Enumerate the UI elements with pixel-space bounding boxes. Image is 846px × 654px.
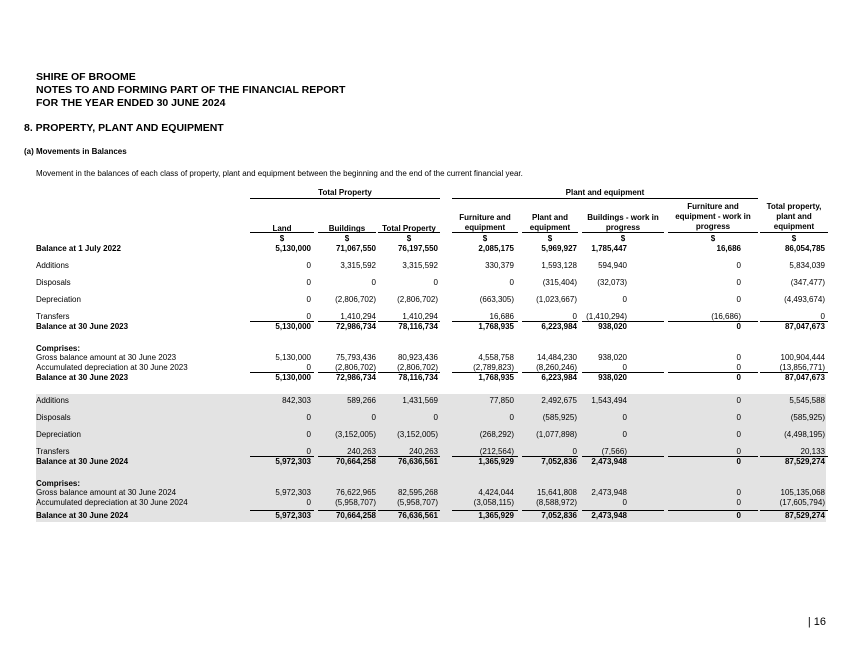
table-cell: (268,292) — [479, 430, 514, 439]
table-row — [36, 295, 826, 307]
table-cell: 20,133 — [800, 447, 825, 456]
row-label: Balance at 1 July 2022 — [36, 244, 121, 253]
table-cell: 0 — [433, 413, 438, 422]
header-underline — [452, 232, 518, 233]
row-label: Additions — [36, 396, 69, 405]
table-cell: 87,047,673 — [784, 373, 825, 382]
row-label: Disposals — [36, 413, 71, 422]
table-cell: 5,130,000 — [275, 373, 311, 382]
table-cell: (212,564) — [479, 447, 514, 456]
header-underline — [668, 232, 758, 233]
table-cell: 1,768,935 — [478, 373, 514, 382]
table-cell: (315,404) — [542, 278, 577, 287]
table-cell: 240,263 — [347, 447, 376, 456]
row-label: Balance at 30 June 2024 — [36, 457, 129, 466]
row-label: Balance at 30 June 2023 — [36, 373, 129, 382]
row-label: Depreciation — [36, 295, 81, 304]
total-underline — [378, 456, 440, 457]
table-cell: 0 — [736, 488, 741, 497]
column-header-buildings-wip: Buildings - work in progress — [587, 213, 659, 232]
table-cell: (347,477) — [790, 278, 825, 287]
column-header-land: Land — [272, 224, 292, 233]
table-cell: 0 — [820, 312, 825, 321]
table-cell: 5,130,000 — [275, 353, 311, 362]
group-header-plant-and-equipment: Plant and equipment — [452, 188, 758, 199]
table-cell: 0 — [509, 278, 514, 287]
total-underline — [250, 510, 314, 511]
total-underline — [452, 372, 518, 373]
header-underline — [522, 232, 578, 233]
table-cell: (5,958,707) — [397, 498, 438, 507]
total-underline — [582, 510, 664, 511]
table-cell: 0 — [306, 498, 311, 507]
table-cell: 2,492,675 — [541, 396, 577, 405]
table-cell: 0 — [736, 511, 741, 520]
table-cell: 14,484,230 — [536, 353, 577, 362]
total-underline — [318, 372, 376, 373]
unit-label: $ — [344, 234, 350, 243]
table-cell: (5,958,707) — [335, 498, 376, 507]
table-cell: (8,260,246) — [536, 363, 577, 372]
table-cell: 0 — [736, 413, 741, 422]
table-cell: (2,789,823) — [473, 363, 514, 372]
table-cell: (585,925) — [790, 413, 825, 422]
table-cell: 2,473,948 — [591, 511, 627, 520]
row-label: Balance at 30 June 2023 — [36, 322, 129, 331]
table-cell: (3,152,005) — [335, 430, 376, 439]
unit-label: $ — [710, 234, 716, 243]
total-underline — [668, 456, 758, 457]
row-label: Accumulated depreciation at 30 June 2023 — [36, 363, 188, 372]
column-header-furniture-equipment: Furniture and equipment — [459, 213, 511, 232]
table-cell: (4,498,195) — [784, 430, 825, 439]
table-row — [36, 373, 826, 385]
table-cell: 0 — [306, 413, 311, 422]
total-underline — [452, 510, 518, 511]
table-cell: 0 — [306, 295, 311, 304]
total-underline — [250, 321, 314, 322]
total-underline — [318, 456, 376, 457]
total-underline — [582, 372, 664, 373]
total-underline — [760, 510, 828, 511]
table-cell: 16,686 — [489, 312, 514, 321]
total-underline — [378, 372, 440, 373]
header-underline — [582, 232, 664, 233]
table-cell: (4,493,674) — [784, 295, 825, 304]
table-cell: 2,085,175 — [478, 244, 514, 253]
column-header-total-ppe: Total property, plant and equipment — [766, 202, 822, 231]
table-cell: (7,566) — [601, 447, 627, 456]
table-cell: 0 — [736, 430, 741, 439]
table-cell: 76,197,550 — [397, 244, 438, 253]
total-underline — [668, 321, 758, 322]
table-cell: (13,856,771) — [779, 363, 825, 372]
total-underline — [318, 510, 376, 511]
unit-label: $ — [547, 234, 553, 243]
table-cell: (585,925) — [542, 413, 577, 422]
table-cell: 0 — [736, 363, 741, 372]
table-cell: 0 — [433, 278, 438, 287]
row-label: Disposals — [36, 278, 71, 287]
table-cell: 1,410,294 — [340, 312, 376, 321]
table-cell: 0 — [306, 447, 311, 456]
unit-label: $ — [406, 234, 412, 243]
table-cell: 0 — [509, 413, 514, 422]
table-cell: 6,223,984 — [541, 373, 577, 382]
table-cell: 0 — [371, 413, 376, 422]
header-underline — [318, 232, 376, 233]
table-row — [36, 413, 826, 425]
total-underline — [668, 510, 758, 511]
total-underline — [250, 456, 314, 457]
table-cell: 0 — [622, 295, 627, 304]
unit-label: $ — [482, 234, 488, 243]
table-cell: 3,315,592 — [340, 261, 376, 270]
intro-text: Movement in the balances of each class of property, plant and equipment between the beginning and the end of the current financial year. — [36, 169, 523, 178]
table-cell: 1,410,294 — [402, 312, 438, 321]
table-cell: (2,806,702) — [335, 295, 376, 304]
unit-label: $ — [279, 234, 285, 243]
unit-label: $ — [791, 234, 797, 243]
report-header-period: FOR THE YEAR ENDED 30 JUNE 2024 — [36, 97, 226, 109]
table-row — [36, 457, 826, 469]
table-cell: 5,834,039 — [789, 261, 825, 270]
table-cell: 0 — [736, 295, 741, 304]
table-row — [36, 498, 826, 510]
column-header-plant-equipment: Plant and equipment — [529, 213, 571, 232]
table-cell: 0 — [306, 312, 311, 321]
table-cell: 76,622,965 — [335, 488, 376, 497]
table-cell: (1,410,294) — [586, 312, 627, 321]
table-cell: 105,135,068 — [780, 488, 825, 497]
table-cell: 240,263 — [409, 447, 438, 456]
table-cell: 0 — [622, 430, 627, 439]
table-cell: 80,923,436 — [397, 353, 438, 362]
table-cell: 87,047,673 — [784, 322, 825, 331]
table-cell: 0 — [736, 322, 741, 331]
table-cell: 77,850 — [489, 396, 514, 405]
table-cell: 0 — [736, 457, 741, 466]
table-cell: 70,664,258 — [335, 511, 376, 520]
table-cell: 87,529,274 — [784, 511, 825, 520]
table-row — [36, 396, 826, 408]
table-cell: (8,588,972) — [536, 498, 577, 507]
table-cell: 0 — [371, 278, 376, 287]
table-cell: 938,020 — [598, 353, 627, 362]
header-underline — [378, 232, 440, 233]
table-cell: 78,116,734 — [398, 322, 438, 331]
table-cell: 7,052,836 — [541, 511, 577, 520]
unit-label: $ — [620, 234, 626, 243]
table-row — [36, 322, 826, 334]
total-underline — [318, 321, 376, 322]
table-cell: (2,806,702) — [397, 363, 438, 372]
table-cell: 330,379 — [485, 261, 514, 270]
row-label: Gross balance amount at 30 June 2023 — [36, 353, 177, 362]
row-label: Depreciation — [36, 430, 81, 439]
table-cell: 1,365,929 — [478, 511, 514, 520]
column-header-furniture-wip: Furniture and equipment - work in progress — [675, 202, 751, 231]
table-cell: 72,986,734 — [335, 322, 376, 331]
total-underline — [378, 510, 440, 511]
table-cell: 2,473,948 — [591, 488, 627, 497]
table-cell: 4,558,758 — [478, 353, 514, 362]
table-cell: 0 — [736, 278, 741, 287]
table-cell: 7,052,836 — [541, 457, 577, 466]
table-row — [36, 430, 826, 442]
group-header-total-property: Total Property — [250, 188, 440, 199]
page-number: | 16 — [807, 616, 826, 628]
table-cell: 5,972,303 — [275, 457, 311, 466]
report-header-entity: SHIRE OF BROOME — [36, 71, 136, 83]
table-cell: 82,595,268 — [397, 488, 438, 497]
total-underline — [522, 372, 578, 373]
row-label: Comprises: — [36, 479, 81, 488]
table-cell: 100,904,444 — [780, 353, 825, 362]
table-cell: (2,806,702) — [397, 295, 438, 304]
total-underline — [452, 321, 518, 322]
total-underline — [668, 372, 758, 373]
total-underline — [582, 456, 664, 457]
table-cell: 0 — [572, 447, 577, 456]
table-cell: 3,315,592 — [402, 261, 438, 270]
total-underline — [760, 372, 828, 373]
table-cell: 842,303 — [282, 396, 311, 405]
table-cell: (3,152,005) — [397, 430, 438, 439]
table-cell: 5,130,000 — [275, 244, 311, 253]
total-underline — [378, 321, 440, 322]
table-cell: 5,545,588 — [789, 396, 825, 405]
table-cell: 4,424,044 — [478, 488, 514, 497]
row-label: Accumulated depreciation at 30 June 2024 — [36, 498, 188, 507]
table-cell: (17,605,794) — [779, 498, 825, 507]
total-underline — [522, 510, 578, 511]
total-underline — [522, 321, 578, 322]
row-label: Comprises: — [36, 344, 81, 353]
table-cell: 87,529,274 — [784, 457, 825, 466]
table-cell: 5,972,303 — [275, 511, 311, 520]
table-cell: (1,077,898) — [536, 430, 577, 439]
table-cell: 76,636,561 — [397, 457, 438, 466]
table-cell: 0 — [306, 430, 311, 439]
table-cell: 0 — [736, 498, 741, 507]
table-row — [36, 511, 826, 523]
table-cell: 5,130,000 — [275, 322, 311, 331]
total-underline — [582, 321, 664, 322]
header-underline — [250, 232, 314, 233]
table-cell: 6,223,984 — [541, 322, 577, 331]
row-label: Transfers — [36, 312, 70, 321]
table-cell: (2,806,702) — [335, 363, 376, 372]
column-header-buildings: Buildings — [328, 224, 366, 233]
table-cell: (663,305) — [479, 295, 514, 304]
table-cell: 938,020 — [598, 322, 627, 331]
table-cell: 1,431,569 — [402, 396, 438, 405]
table-cell: 1,768,935 — [478, 322, 514, 331]
table-cell: (32,073) — [597, 278, 627, 287]
table-cell: 2,473,948 — [591, 457, 627, 466]
table-cell: 0 — [736, 447, 741, 456]
table-cell: (1,023,667) — [536, 295, 577, 304]
total-underline — [522, 456, 578, 457]
table-cell: 0 — [736, 396, 741, 405]
table-cell: 0 — [736, 261, 741, 270]
table-cell: 0 — [622, 413, 627, 422]
table-row — [36, 278, 826, 290]
table-cell: 16,686 — [716, 244, 741, 253]
table-cell: 86,054,785 — [784, 244, 825, 253]
table-cell: 589,266 — [347, 396, 376, 405]
table-cell: 76,636,561 — [397, 511, 438, 520]
table-cell: 0 — [622, 498, 627, 507]
table-cell: 5,969,927 — [541, 244, 577, 253]
table-cell: 1,365,929 — [478, 457, 514, 466]
header-underline — [760, 232, 828, 233]
table-cell: 938,020 — [598, 373, 627, 382]
subsection-title: (a) Movements in Balances — [24, 147, 127, 156]
total-underline — [452, 456, 518, 457]
table-row — [36, 244, 826, 256]
row-label: Additions — [36, 261, 69, 270]
table-cell: 15,641,808 — [536, 488, 577, 497]
table-cell: 0 — [736, 353, 741, 362]
table-cell: 78,116,734 — [398, 373, 438, 382]
table-cell: 71,067,550 — [335, 244, 376, 253]
total-underline — [760, 456, 828, 457]
table-cell: (3,058,115) — [473, 498, 514, 507]
table-cell: 1,785,447 — [591, 244, 627, 253]
total-underline — [760, 321, 828, 322]
report-header-title: NOTES TO AND FORMING PART OF THE FINANCIAL REPORT — [36, 84, 346, 96]
table-cell: 0 — [306, 278, 311, 287]
column-header-total-property: Total Property — [382, 224, 436, 233]
row-label: Transfers — [36, 447, 70, 456]
total-underline — [250, 372, 314, 373]
table-cell: 72,986,734 — [335, 373, 376, 382]
row-label: Balance at 30 June 2024 — [36, 511, 129, 520]
table-row — [36, 261, 826, 273]
table-cell: 0 — [736, 373, 741, 382]
table-cell: 70,664,258 — [335, 457, 376, 466]
table-cell: 5,972,303 — [275, 488, 311, 497]
table-cell: 0 — [306, 363, 311, 372]
table-cell: (16,686) — [711, 312, 741, 321]
table-cell: 0 — [306, 261, 311, 270]
row-label: Gross balance amount at 30 June 2024 — [36, 488, 177, 497]
section-title: 8. PROPERTY, PLANT AND EQUIPMENT — [24, 122, 224, 134]
table-cell: 1,593,128 — [541, 261, 577, 270]
table-cell: 594,940 — [598, 261, 627, 270]
table-cell: 0 — [622, 363, 627, 372]
table-cell: 75,793,436 — [335, 353, 376, 362]
table-cell: 1,543,494 — [591, 396, 627, 405]
table-cell: 0 — [572, 312, 577, 321]
